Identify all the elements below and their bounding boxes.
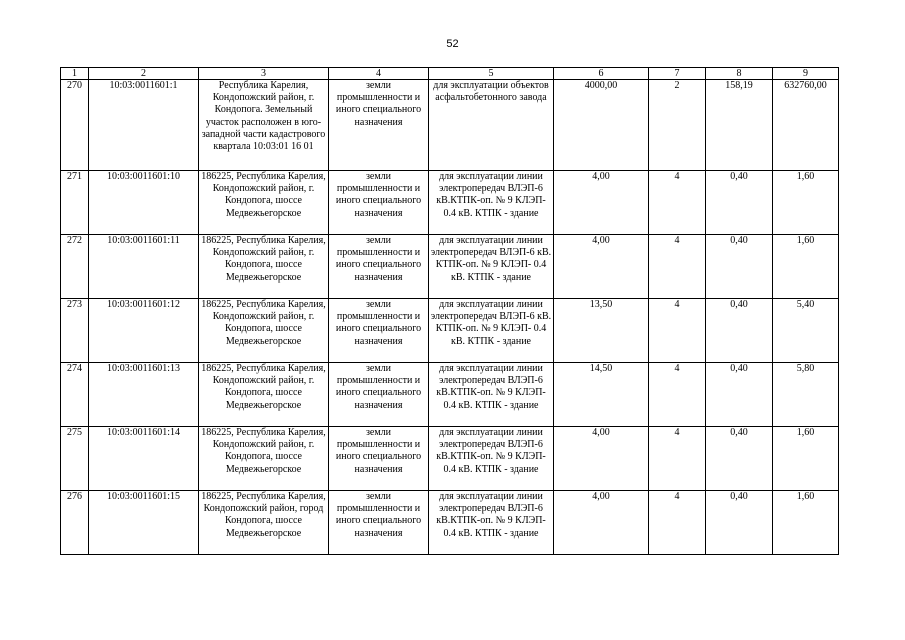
land-category-cell: земли промышленности и иного специального назначения <box>329 235 429 299</box>
address-cell: 186225, Республика Карелия, Кондопожский район, г. Кондопога, шоссе Медвежьегорское <box>199 363 329 427</box>
cadastral-number: 10:03:0011601:1 <box>89 80 199 171</box>
row-number: 270 <box>61 80 89 171</box>
row-number: 274 <box>61 363 89 427</box>
area-cell: 4000,00 <box>554 80 649 171</box>
page-number: 52 <box>446 38 459 50</box>
column-header: 3 <box>199 68 329 80</box>
column-header: 8 <box>706 68 773 80</box>
row-number: 273 <box>61 299 89 363</box>
column-9-cell: 1,60 <box>773 491 839 555</box>
permitted-use-cell: для эксплуатации линии электропередач ВЛЭП-6 кВ.КТПК-оп. № 9 КЛЭП- 0.4 кВ. КТПК - здание <box>429 363 554 427</box>
column-9-cell: 5,80 <box>773 363 839 427</box>
row-number: 271 <box>61 171 89 235</box>
land-category-cell: земли промышленности и иного специального назначения <box>329 80 429 171</box>
column-header: 2 <box>89 68 199 80</box>
permitted-use-cell: для эксплуатации объектов асфальтобетонного завода <box>429 80 554 171</box>
column-9-cell: 1,60 <box>773 235 839 299</box>
table-row <box>61 427 839 491</box>
table-row <box>61 363 839 427</box>
address-cell: 186225, Республика Карелия, Кондопожский район, г. Кондопога, шоссе Медвежьегорское <box>199 299 329 363</box>
address-cell: 186225, Республика Карелия, Кондопожский район, г. Кондопога, шоссе Медвежьегорское <box>199 427 329 491</box>
permitted-use-cell: для эксплуатации линии электропередач ВЛЭП-6 кВ.КТПК-оп. № 9 КЛЭП- 0.4 кВ. КТПК - здание <box>429 171 554 235</box>
land-category-cell: земли промышленности и иного специального назначения <box>329 427 429 491</box>
column-7-cell: 4 <box>649 491 706 555</box>
table-row <box>61 235 839 299</box>
table-header <box>61 68 839 80</box>
land-category-cell: земли промышленности и иного специального назначения <box>329 491 429 555</box>
column-8-cell: 0,40 <box>706 235 773 299</box>
column-header: 1 <box>61 68 89 80</box>
column-8-cell: 158,19 <box>706 80 773 171</box>
column-header: 6 <box>554 68 649 80</box>
land-category-cell: земли промышленности и иного специального назначения <box>329 299 429 363</box>
column-8-cell: 0,40 <box>706 299 773 363</box>
table-row <box>61 171 839 235</box>
cadastral-number: 10:03:0011601:13 <box>89 363 199 427</box>
column-7-cell: 4 <box>649 363 706 427</box>
row-number: 272 <box>61 235 89 299</box>
area-cell: 4,00 <box>554 171 649 235</box>
column-7-cell: 2 <box>649 80 706 171</box>
cadastral-number: 10:03:0011601:11 <box>89 235 199 299</box>
header-row <box>61 68 839 80</box>
cadastral-number: 10:03:0011601:12 <box>89 299 199 363</box>
column-header: 7 <box>649 68 706 80</box>
table-row <box>61 299 839 363</box>
column-7-cell: 4 <box>649 299 706 363</box>
column-9-cell: 1,60 <box>773 427 839 491</box>
address-cell: 186225, Республика Карелия, Кондопожский район, г. Кондопога, шоссе Медвежьегорское <box>199 235 329 299</box>
row-number: 275 <box>61 427 89 491</box>
address-cell: 186225, Республика Карелия, Кондопожский район, город Кондопога, шоссе Медвежьегорское <box>199 491 329 555</box>
column-8-cell: 0,40 <box>706 171 773 235</box>
column-8-cell: 0,40 <box>706 427 773 491</box>
permitted-use-cell: для эксплуатации линии электропередач ВЛЭП-6 кВ. КТПК-оп. № 9 КЛЭП- 0.4 кВ. КТПК - здание <box>429 299 554 363</box>
column-7-cell: 4 <box>649 171 706 235</box>
column-7-cell: 4 <box>649 427 706 491</box>
permitted-use-cell: для эксплуатации линии электропередач ВЛЭП-6 кВ.КТПК-оп. № 9 КЛЭП- 0.4 кВ. КТПК - здание <box>429 491 554 555</box>
area-cell: 4,00 <box>554 427 649 491</box>
column-8-cell: 0,40 <box>706 491 773 555</box>
address-cell: 186225, Республика Карелия, Кондопожский район, г. Кондопога, шоссе Медвежьегорское <box>199 171 329 235</box>
table-row <box>61 491 839 555</box>
permitted-use-cell: для эксплуатации линии электропередач ВЛЭП-6 кВ.КТПК-оп. № 9 КЛЭП- 0.4 кВ. КТПК - здание <box>429 427 554 491</box>
column-header: 4 <box>329 68 429 80</box>
area-cell: 4,00 <box>554 235 649 299</box>
cadastral-number: 10:03:0011601:14 <box>89 427 199 491</box>
column-9-cell: 632760,00 <box>773 80 839 171</box>
cadastral-number: 10:03:0011601:15 <box>89 491 199 555</box>
land-category-cell: земли промышленности и иного специального назначения <box>329 171 429 235</box>
column-header: 5 <box>429 68 554 80</box>
column-9-cell: 5,40 <box>773 299 839 363</box>
area-cell: 14,50 <box>554 363 649 427</box>
row-number: 276 <box>61 491 89 555</box>
table-row <box>61 80 839 171</box>
column-header: 9 <box>773 68 839 80</box>
area-cell: 4,00 <box>554 491 649 555</box>
column-8-cell: 0,40 <box>706 363 773 427</box>
area-cell: 13,50 <box>554 299 649 363</box>
land-registry-table <box>60 67 839 555</box>
land-category-cell: земли промышленности и иного специального назначения <box>329 363 429 427</box>
column-9-cell: 1,60 <box>773 171 839 235</box>
cadastral-number: 10:03:0011601:10 <box>89 171 199 235</box>
address-cell: Республика Карелия, Кондопожский район, г. Кондопога. Земельный участок расположен в юго-западной части кадастрового квартала 10:03:01 16 01 <box>199 80 329 171</box>
column-7-cell: 4 <box>649 235 706 299</box>
permitted-use-cell: для эксплуатации линии электропередач ВЛЭП-6 кВ. КТПК-оп. № 9 КЛЭП- 0.4 кВ. КТПК - здание <box>429 235 554 299</box>
